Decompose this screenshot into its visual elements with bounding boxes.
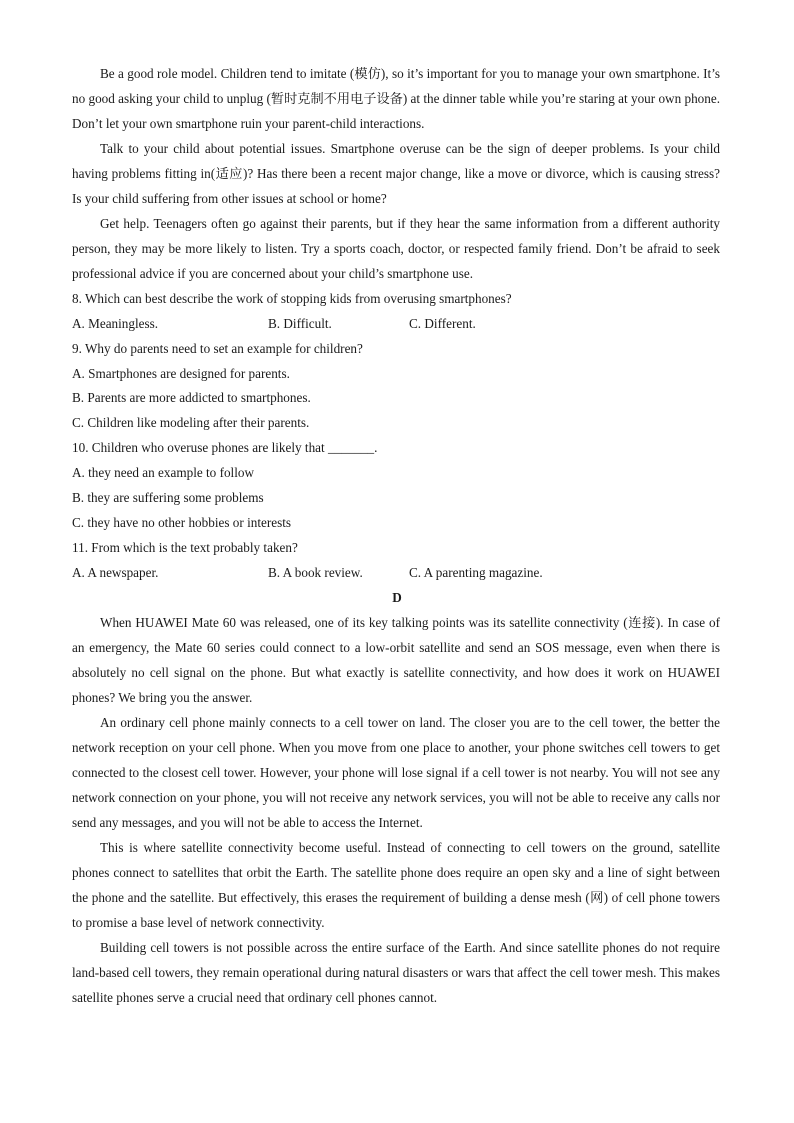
question-stem: 9. Why do parents need to set an example for children?: [72, 341, 363, 356]
paragraph-ordinary-phone: An ordinary cell phone mainly connects to a cell tower on land. The closer you are to the cell tower, the better the network reception on your cell phone. When you move from one place to another, your phone switches cell towers to get connected to the closest cell tower. However, your phone will lose signal if a cell tower is not nearby. You will not see any network connection on your phone, you will not receive any network services, you will not be able to receive any calls nor send any messages, and you will not be able to access the Internet.: [72, 715, 720, 830]
option-c: C. Different.: [409, 316, 476, 331]
option-a: A. A newspaper.: [72, 565, 159, 580]
option-b: B. A book review.: [268, 565, 363, 580]
paragraph-role-model: Be a good role model. Children tend to imitate (模仿), so it’s important for you to manage your own smartphone. It’s no good asking your child to unplug (暂时克制不用电子设备) at the dinner table while you’re staring at your own phone. Don’t let your own smartphone ruin your parent-child interactions.: [72, 66, 720, 131]
option-b: B. they are suffering some problems: [72, 490, 264, 505]
paragraph-building-towers: Building cell towers is not possible across the entire surface of the Earth. And since satellite phones do not require land-based cell towers, they remain operational during natural disasters or wars that affect the cell tower mesh. This makes satellite phones serve a crucial need that ordinary cell phones cannot.: [72, 940, 720, 1005]
question-stem: 10. Children who overuse phones are likely that _______.: [72, 440, 378, 455]
question-stem: 11. From which is the text probably taken?: [72, 540, 298, 555]
option-c: C. they have no other hobbies or interests: [72, 515, 292, 530]
paragraph-talk-to-child: Talk to your child about potential issues. Smartphone overuse can be the sign of deeper problems. Is your child having problems fitting in(适应)? Has there been a recent major change, like a move or divorce, which is causing stress? Is your child suffering from other issues at school or home?: [72, 141, 720, 206]
option-c: C. A parenting magazine.: [409, 565, 543, 580]
option-b: B. Parents are more addicted to smartphones.: [72, 390, 311, 405]
section-d-heading: D: [392, 590, 402, 605]
option-c: C. Children like modeling after their parents.: [72, 415, 310, 430]
option-a: A. they need an example to follow: [72, 465, 255, 480]
option-b: B. Difficult.: [268, 316, 332, 331]
paragraph-get-help: Get help. Teenagers often go against their parents, but if they hear the same information from a different authority person, they may be more likely to listen. Try a sports coach, doctor, or respected family friend. Don’t be afraid to seek professional advice if you are concerned about your child’s smartphone use.: [72, 216, 720, 281]
paragraph-satellite-useful: This is where satellite connectivity become useful. Instead of connecting to cell towers on the ground, satellite phones connect to satellites that orbit the Earth. The satellite phone does require an open sky and a line of sight between the phone and the satellite. But effectively, this erases the requirement of building a dense mesh (网) of cell phone towers to promise a base level of network connectivity.: [72, 840, 720, 930]
question-stem: 8. Which can best describe the work of stopping kids from overusing smartphones?: [72, 291, 512, 306]
option-a: A. Smartphones are designed for parents.: [72, 366, 290, 381]
paragraph-huawei-intro: When HUAWEI Mate 60 was released, one of its key talking points was its satellite connectivity (连接). In case of an emergency, the Mate 60 series could connect to a low-orbit satellite and send an SOS message, even when there is absolutely no cell signal on the phone. But what exactly is satellite connectivity, and how does it work on HUAWEI phones? We bring you the answer.: [72, 615, 720, 705]
option-a: A. Meaningless.: [72, 316, 159, 331]
